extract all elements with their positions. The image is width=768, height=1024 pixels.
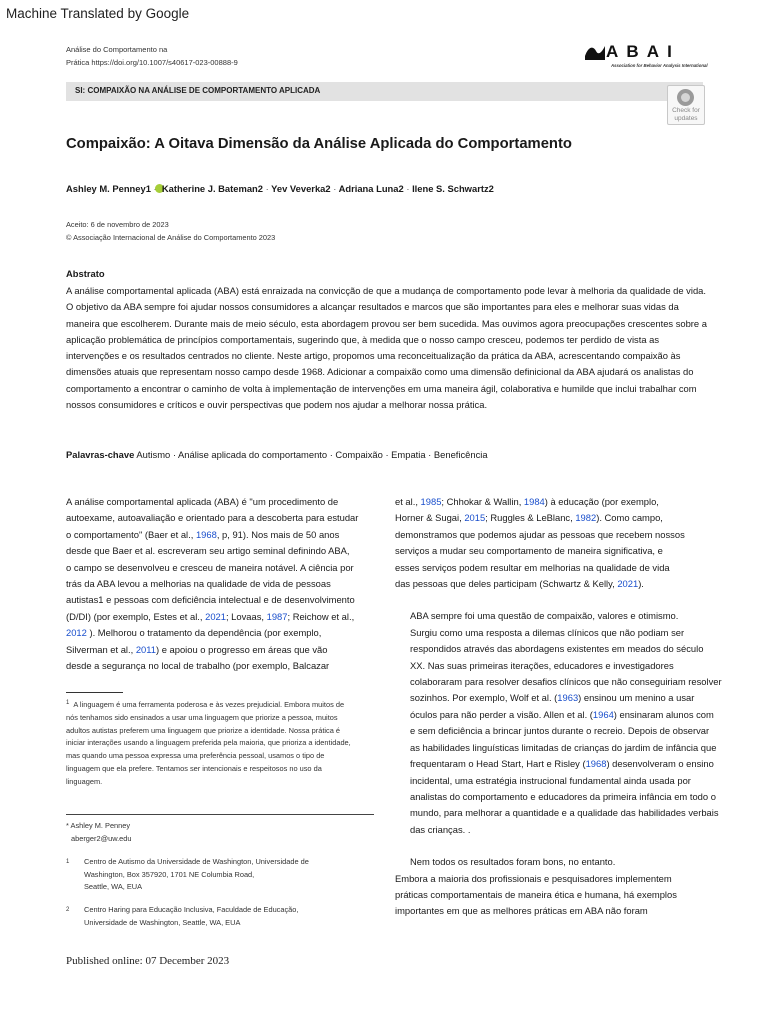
text-line: et al., 1985; Chhokar & Wallin, 1984) à educação (por exemplo, xyxy=(395,496,659,507)
author-name[interactable]: Adriana Luna2 xyxy=(338,183,404,194)
citation-link[interactable]: 2011 xyxy=(135,643,156,655)
keywords-label: Palavras-chave xyxy=(66,449,135,460)
author-name[interactable]: Ashley M. Penney1 xyxy=(66,183,151,194)
author-name[interactable]: Ilene S. Schwartz2 xyxy=(412,183,494,194)
citation-link[interactable]: 2015 xyxy=(464,512,486,524)
author-list xyxy=(66,183,494,194)
citation-link[interactable]: 1982 xyxy=(575,512,597,524)
author-separator: · xyxy=(406,183,410,194)
text-line: esses serviços podem resultar em melhorias na qualidade de vida xyxy=(395,561,670,573)
abstract-text: A análise comportamental aplicada (ABA) está enraizada na convicção de que a mudança de comportamento pode levar à melhoria da qualidade de vida. O objetivo da ABA sempre foi ajudar nossos consumidores a alcançar resultados e marcos que são importantes para eles e melhorar suas vidas da maneira que escolherem. Durante mais de meio século, esta abordagem provou ser bem sucedida. Mas ouvimos agora preocupações crescentes sobre a aplicação problemática de princípios comportamentais, sugerindo que, à medida que o nosso campo cresceu, podemos ter perdido de vista as intervenções e os resultados centrados no cliente. Neste artigo, propomos uma reconceitualização da prática da ABA, acrescentando compaixão às dimensões atuais que representam nosso campo desde 1968. Adicionar a compaixão como uma dimensão definicional da ABA ajudará os analistas do comportamento a encontrar o caminho de volta à implementação de intervenções em uma maneira ágil, colaborativa e humilde que inclui trabalhar com nossos consumidores e críticos e ouvir perspectivas que podem nos ajudar a melhorar nossa prática. xyxy=(66,285,707,411)
citation-link[interactable]: 1984 xyxy=(523,496,545,507)
text-line: desde a segurança no local de trabalho (por exemplo, Balcazar xyxy=(66,660,330,672)
text-line: mundo, para melhorar a quantidade e a qualidade das habilidades verbais xyxy=(410,807,719,819)
paragraph xyxy=(395,608,722,838)
affiliation-number: 2 xyxy=(66,907,70,913)
footnote-line xyxy=(66,725,376,738)
check-updates-line2: updates xyxy=(674,114,698,122)
citation-link[interactable]: 1985 xyxy=(420,496,442,507)
footnote-line xyxy=(66,712,376,725)
paragraph-gap xyxy=(395,592,715,608)
footnote-line xyxy=(66,776,376,789)
footnote-text: A linguagem é uma ferramenta poderosa e às vezes prejudicial. Embora muitos de xyxy=(73,700,345,709)
text-line: autistas1 e pessoas com deficiência intelectual e de desenvolvimento xyxy=(66,594,355,606)
footnote-line xyxy=(66,763,376,776)
paragraph xyxy=(395,854,715,920)
affiliation-number: 1 xyxy=(66,859,70,865)
text-line: frequentaram o Head Start, Hart e Risley (1968) desenvolveram o ensino xyxy=(410,758,714,770)
text-line: trás da ABA levou a melhorias na qualidade de vida de pessoas xyxy=(66,578,331,590)
abai-logo-icon xyxy=(584,42,606,62)
footnote-line xyxy=(66,737,376,750)
text-line: respondidos através das abordagens existentes em meados do século xyxy=(410,643,704,655)
footnote-line xyxy=(66,750,376,763)
text-line: autoexame, autoavaliação e orientado para a descoberta para estudar xyxy=(66,512,359,524)
citation-link[interactable]: 1963 xyxy=(557,692,579,704)
abai-logo xyxy=(584,42,706,70)
citation-link[interactable]: 1987 xyxy=(266,610,288,622)
citation-link[interactable]: 1964 xyxy=(592,708,614,720)
author-separator: · xyxy=(265,183,269,194)
affiliation-line: Universidade de Washington, Seattle, WA, EUA xyxy=(84,917,241,927)
footnote-line xyxy=(66,697,376,712)
text-line: Horner & Sugai, 2015; Ruggles & LeBlanc, 1982). Como campo, xyxy=(395,512,663,524)
citation-link[interactable]: 2021 xyxy=(205,610,226,622)
paragraph xyxy=(395,494,715,592)
article-dates xyxy=(66,219,275,244)
text-line: analistas do comportamento e educadores da primeira infância em todo o xyxy=(410,790,716,802)
text-line: desde que Baer et al. escreveram seu artigo seminal definindo ABA, xyxy=(66,545,350,557)
body-right-column xyxy=(395,494,722,920)
footnote-divider xyxy=(66,692,123,693)
paragraph-gap xyxy=(395,838,715,854)
text-line: das crianças. . xyxy=(410,823,471,835)
journal-info xyxy=(66,43,238,69)
check-updates-icon xyxy=(677,89,694,106)
footnote-text: mas quando uma pessoa expressa uma preferência pessoal, usamos o tipo de xyxy=(66,751,325,761)
text-line: práticas comportamentais de maneira ética e humana, há exemplos xyxy=(395,888,677,900)
article-title: Compaixão: A Oitava Dimensão da Análise Aplicada do Comportamento xyxy=(66,136,572,152)
corresponding-email[interactable]: aberger2@uw.edu xyxy=(71,833,132,843)
affiliation xyxy=(66,904,298,929)
check-updates-line1: Check for xyxy=(672,107,700,114)
text-line: 2012 ). Melhorou o tratamento da dependência (por exemplo, xyxy=(66,627,322,639)
abai-letters: A B A I xyxy=(606,42,674,61)
text-line: demonstramos que podemos ajudar as pessoas que recebem nossos xyxy=(395,528,685,540)
text-line: o comportamento" (Baer et al., 1968, p, 91). Nos mais de 50 anos xyxy=(66,528,340,540)
footnote-text: nós tenhamos sido ensinados a usar uma linguagem que priorize a pessoa, muitos xyxy=(66,712,338,722)
author-separator: · xyxy=(333,183,337,194)
keywords-text: Autismo · Análise aplicada do comportamento · Compaixão · Empatia · Beneficência xyxy=(136,449,488,460)
text-line: das pessoas que deles participam (Schwartz & Kelly, 2021). xyxy=(395,578,644,590)
text-line: importantes em que as melhores práticas em ABA não foram xyxy=(395,905,648,917)
section-banner xyxy=(66,82,703,101)
text-line: colaboraram para resolver desafios clínicos que não conseguiriam resolver xyxy=(410,676,722,688)
footnote-text: iniciar interações usando a linguagem preferida pela maioria, que prioriza a identidade, xyxy=(66,738,351,748)
published-online: Published online: 07 December 2023 xyxy=(66,955,230,967)
text-line: ABA sempre foi uma questão de compaixão, valores e otimismo. xyxy=(410,610,679,622)
author-name[interactable]: Katherine J. Bateman2 xyxy=(161,183,263,194)
text-line: serviços a mudar seu comportamento de maneira significativa, e xyxy=(395,545,663,557)
abai-tagline: Association for Behavior Analysis International xyxy=(611,63,708,68)
footnote-text: adultos autistas preferem uma linguagem que priorize a identidade. Nossa prática é xyxy=(66,725,341,735)
corresponding-author xyxy=(66,820,132,845)
keywords xyxy=(66,449,488,460)
affiliation-divider xyxy=(66,814,374,815)
footnote-number: 1 xyxy=(66,700,70,706)
accepted-date: Aceito: 6 de novembro de 2023 xyxy=(66,220,169,229)
affiliation xyxy=(66,856,309,894)
body-left-column xyxy=(66,494,384,674)
footnote-text: linguagem. xyxy=(66,776,103,786)
affiliation-line: Centro de Autismo da Universidade de Washington, Universidade de xyxy=(84,857,309,866)
citation-link[interactable]: 2012 xyxy=(66,627,90,639)
citation-link[interactable]: 2021 xyxy=(617,578,639,590)
text-line: sozinhos. Por exemplo, Wolf et al. (1963) ensinou um menino a usar xyxy=(410,692,695,704)
footnote-text: linguagem que ela prefere. Tentamos ser intencionais e respeitosos no uso da xyxy=(66,763,322,773)
author-name[interactable]: Yev Veverka2 xyxy=(271,183,331,194)
journal-doi[interactable]: Prática https://doi.org/10.1007/s40617-023-00888-9 xyxy=(66,58,238,67)
journal-name: Análise do Comportamento na xyxy=(66,45,168,54)
corresponding-name: * Ashley M. Penney xyxy=(66,821,131,830)
text-line: Surgiu como uma resposta a dilemas clínicos que não podiam ser xyxy=(410,626,685,638)
affiliation-line: Centro Haring para Educação Inclusiva, Faculdade de Educação, xyxy=(84,905,299,914)
check-for-updates-badge[interactable] xyxy=(667,85,705,125)
citation-link[interactable]: 1968 xyxy=(585,758,607,770)
text-line: XX. Nas suas primeiras iterações, educadores e investigadores xyxy=(410,659,674,671)
affiliation-line: Seattle, WA, EUA xyxy=(84,882,143,891)
text-line: incidental, uma estratégia instrucional fundamental ainda usada por xyxy=(410,774,691,786)
text-line: Embora a maioria dos profissionais e pesquisadores implementem xyxy=(395,872,672,884)
text-line: o campo se desenvolveu e cresceu de maneira notável. A ciência por xyxy=(66,561,354,573)
citation-link[interactable]: 1968 xyxy=(195,528,217,540)
footnote xyxy=(66,697,376,789)
abstract-heading: Abstrato xyxy=(66,268,105,279)
text-line: (D/DI) (por exemplo, Estes et al., 2021; Lovaas, 1987; Reichow et al., xyxy=(66,610,355,622)
text-line: Nem todos os resultados foram bons, no entanto. xyxy=(410,856,616,868)
section-banner-text: SI: COMPAIXÃO NA ANÁLISE DE COMPORTAMENTO APLICADA xyxy=(75,86,321,95)
text-line: óculos para não perder a visão. Allen et al. (1964) ensinaram alunos com xyxy=(410,708,714,720)
text-line: e sem deficiência a brincar juntos durante o recreio. Depois de observar xyxy=(410,725,710,737)
machine-translation-banner: Machine Translated by Google xyxy=(6,6,190,21)
text-line: as habilidades linguísticas limitadas de crianças do jardim de infância que xyxy=(410,741,717,753)
text-line: A análise comportamental aplicada (ABA) é "um procedimento de xyxy=(66,496,339,507)
affiliation-line: Washington, Box 357920, 1701 NE Columbia Road, xyxy=(84,869,255,879)
text-line: Silverman et al., 2011) e apoiou o progresso em áreas que vão xyxy=(66,643,328,655)
copyright-notice: © Associação Internacional de Análise do Comportamento 2023 xyxy=(66,232,276,242)
